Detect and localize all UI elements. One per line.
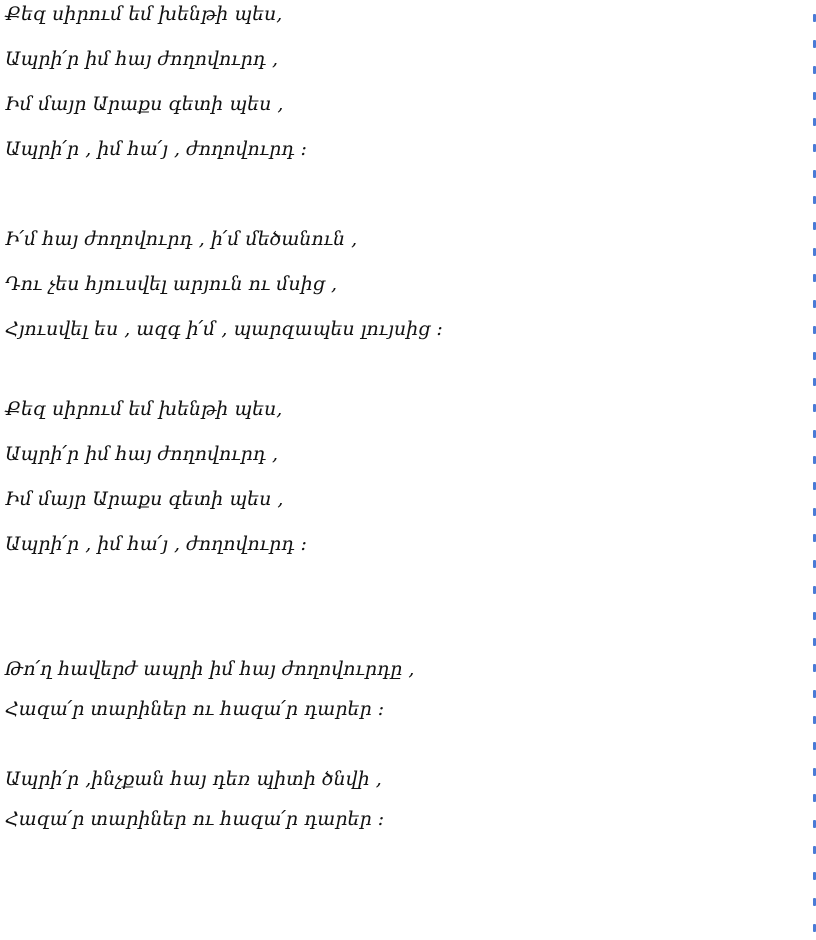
- poem-line: Թո՛ղ հավերժ ապրի իմ հայ ժողովուրդը ,: [5, 658, 415, 680]
- poem-line: Ի՛մ հայ ժողովուրդ , ի՛մ մեծանուն ,: [5, 228, 358, 250]
- poem-line: Իմ մայր Արաքս գետի պես ,: [5, 93, 284, 115]
- poem-line: Հյուսվել ես , ազգ ի՛մ , պարզապես լույսից :: [5, 318, 443, 340]
- poem-line: Իմ մայր Արաքս գետի պես ,: [5, 488, 284, 510]
- poem-line: Ապրի՛ր ,ինչքան հայ դեռ պիտի ծնվի ,: [5, 768, 382, 790]
- poem-line: Ապրի՛ր իմ հայ ժողովուրդ ,: [5, 48, 279, 70]
- poem-line: Քեզ սիրում եմ խենթի պես,: [5, 3, 283, 25]
- poem-line: Ապրի՛ր , իմ հա՛յ , ժողովուրդ :: [5, 533, 307, 555]
- poem-line: Ապրի՛ր , իմ հա՛յ , ժողովուրդ :: [5, 138, 307, 160]
- page-edge-markers: [810, 0, 816, 940]
- poem-line: Ապրի՛ր իմ հայ ժողովուրդ ,: [5, 443, 279, 465]
- poem-line: Հազա՛ր տարիներ ու հազա՛ր դարեր :: [5, 698, 385, 720]
- poem-line: Դու չես հյուսվել արյուն ու մսից ,: [5, 273, 337, 295]
- poem-line: Հազա՛ր տարիներ ու հազա՛ր դարեր :: [5, 808, 385, 830]
- poem-line: Քեզ սիրում եմ խենթի պես,: [5, 398, 283, 420]
